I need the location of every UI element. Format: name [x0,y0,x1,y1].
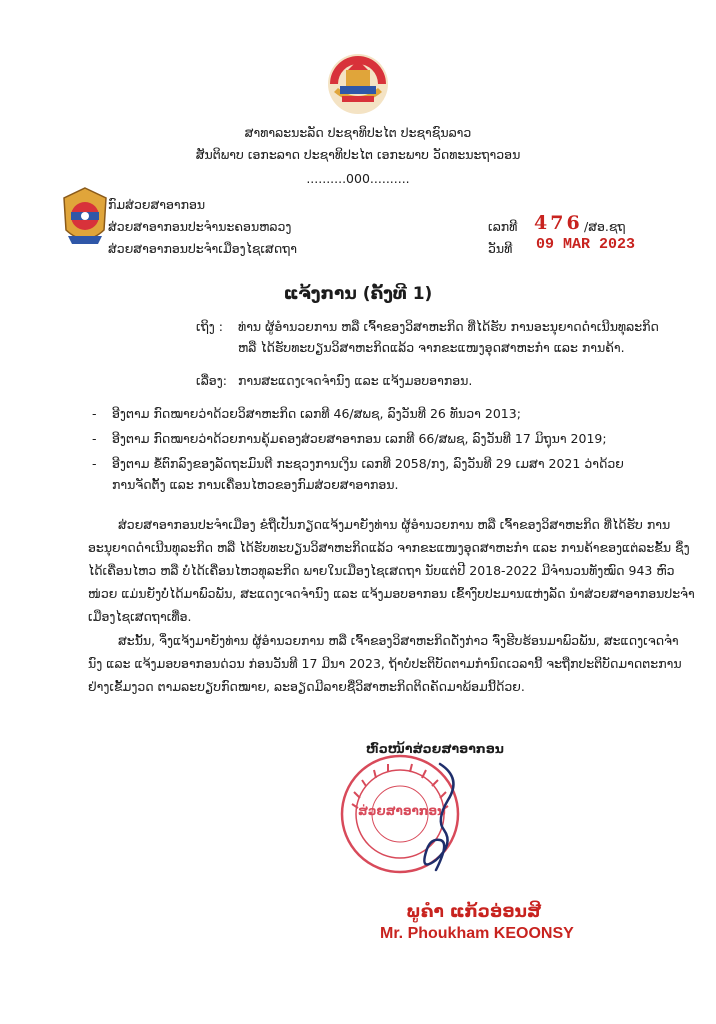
body-para1-line: ໄດ້ເຄື່ອນໄຫວ ຫລື ບໍ່ໄດ້ເຄື່ອນໄຫວທຸລະກິດ ພາຍໃນເມືອງໄຊເສດຖາ ນັບແຕ່ປີ 2018-2022 ມີຈໍານວນທັງໝົດ 943 ຫົວ [88,563,675,578]
handwritten-signature [400,760,470,880]
national-emblem [326,52,390,116]
body-para2-line: ນົງ ແລະ ແຈ້ງມອບອາກອນດ່ວນ ກ່ອນວັນທີ 17 ມີນາ 2023, ຖ້າບໍ່ປະຕິບັດຕາມກໍານົດເວລານີ້ ຈະຖືກປະຕິບັດມາດຕະການ [88,656,682,671]
body-para1-line: ເມືອງໄຊເສດຖາເທື່ອ. [88,609,192,624]
office-line3: ສ່ວຍສາອາກອນປະຈໍາເມືອງໄຊເສດຖາ [108,241,298,256]
notice-title: ແຈ້ງການ (ຄັ້ງທີ 1) [283,284,433,304]
country-line2: ສັນຕິພາບ ເອກະລາດ ປະຊາທິປະໄຕ ເອກະພາບ ວັດທະນະຖາວອນ [195,147,521,162]
ref-number-label: ເລກທີ [488,219,518,234]
stamp-text: ສ່ວຍສາອາກອນ [358,804,446,818]
office-dept: ກົມສ່ວຍສາອາກອນ [108,197,206,212]
ref-date-label: ວັນທີ [488,241,513,256]
reference-item: ອີງຕາມ ກົດໝາຍວ່າດ້ວຍວິສາຫະກິດ ເລກທີ 46/ສພຊ, ລົງວັນທີ 26 ທັນວາ 2013; [112,406,521,421]
body-para1-line: ອະນຸຍາດດໍາເນີນທຸລະກິດ ຫລື ໄດ້ຮັບທະບຽນວິສາຫະກິດແລ້ວ ຈາກຂະແໜງອຸດສາຫະກໍາ ແລະ ການຄ້າຂອງແຕ່ລະຂັ້ນ ຊຶ່ງ [88,540,690,555]
body-para1-line: ໜ່ວຍ ແມ່ນຍັງບໍ່ໄດ້ມາພົວພັນ, ສະແດງເຈດຈໍານົງ ແລະ ແຈ້ງມອບອາກອນ ເຂົ້າງົບປະມານແຫ່ງລັດ ນໍາສ່ວຍສາອາກອນປະຈໍາ [88,586,695,601]
tax-department-emblem [60,186,110,252]
reference-item-cont: ການຈັດຕັ້ງ ແລະ ການເຄື່ອນໄຫວຂອງກົມສ່ວຍສາອາກອນ. [112,477,399,492]
subject-label: ເລື່ອງ: [196,373,227,388]
body-para1-line: ສ່ວຍສາອາກອນປະຈໍາເມືອງ ຂໍຖືເປັນກຽດແຈ້ງມາຍັງທ່ານ ຜູ້ອໍານວຍການ ຫລື ເຈົ້າຂອງວິສາຫະກິດ ທີ່ໄດ້ຮັບ ການ [118,517,671,532]
signatory-name-lao: ພູຄໍາ ແກ້ວອ່ອນສີ [406,902,541,922]
to-label: ເຖິງ : [196,319,223,334]
motto-dots: ..........000.......... [306,171,410,186]
reference-item: ອີງຕາມ ກົດໝາຍວ່າດ້ວຍການຄຸ້ມຄອງສ່ວຍສາອາກອນ ເລກທີ 66/ສພຊ, ລົງວັນທີ 17 ມິຖຸນາ 2019; [112,431,607,446]
reference-bullet: - [92,431,97,446]
country-line1: ສາທາລະນະລັດ ປະຊາທິປະໄຕ ປະຊາຊົນລາວ [244,125,472,140]
to-line1: ທ່ານ ຜູ້ອໍານວຍການ ຫລື ເຈົ້າຂອງວິສາຫະກິດ ທີ່ໄດ້ຮັບ ການອະນຸຍາດດໍາເນີນທຸລະກິດ [238,319,659,334]
ref-date-stamp: 09 MAR 2023 [536,236,636,253]
subject-text: ການສະແດງເຈດຈໍານົງ ແລະ ແຈ້ງມອບອາກອນ. [238,373,473,388]
ref-number-value: 476 [534,212,583,234]
signatory-name-en: Mr. Phoukham KEOONSY [380,925,574,942]
reference-bullet: - [92,406,97,421]
ref-number-suffix: /ສອ.ຊຖ [584,219,626,234]
body-para2-line: ຢ່າງເຂັ້ມງວດ ຕາມລະບຽບກົດໝາຍ, ລະອຽດມີລາຍຊື່ວິສາຫະກິດຕິດຄັດມາພ້ອມນີ້ດ້ວຍ. [88,679,525,694]
reference-item: ອີງຕາມ ຂໍ້ຕົກລົງຂອງລັດຖະມົນຕີ ກະຊວງການເງິນ ເລກທີ 2058/ກງ, ລົງວັນທີ 29 ເມສາ 2021 ວ່າດ້ວຍ [112,456,624,471]
reference-bullet: - [92,456,97,471]
signatory-position: ຫົວໜ້າສ່ວຍສາອາກອນ [366,741,504,756]
office-line2: ສ່ວຍສາອາກອນປະຈໍານະຄອນຫລວງ [108,219,292,234]
body-para2-line: ສະນັ້ນ, ຈຶ່ງແຈ້ງມາຍັງທ່ານ ຜູ້ອໍານວຍການ ຫລື ເຈົ້າຂອງວິສາຫະກິດດັ່ງກ່າວ ຈົ່ງຮີບຮ້ອນມາພົວພັນ, ສະແດງເຈດຈໍາ [118,633,679,648]
to-line2: ຫລື ໄດ້ຮັບທະບຽນວິສາຫະກິດແລ້ວ ຈາກຂະແໜງອຸດສາຫະກໍາ ແລະ ການຄ້າ. [238,340,625,355]
